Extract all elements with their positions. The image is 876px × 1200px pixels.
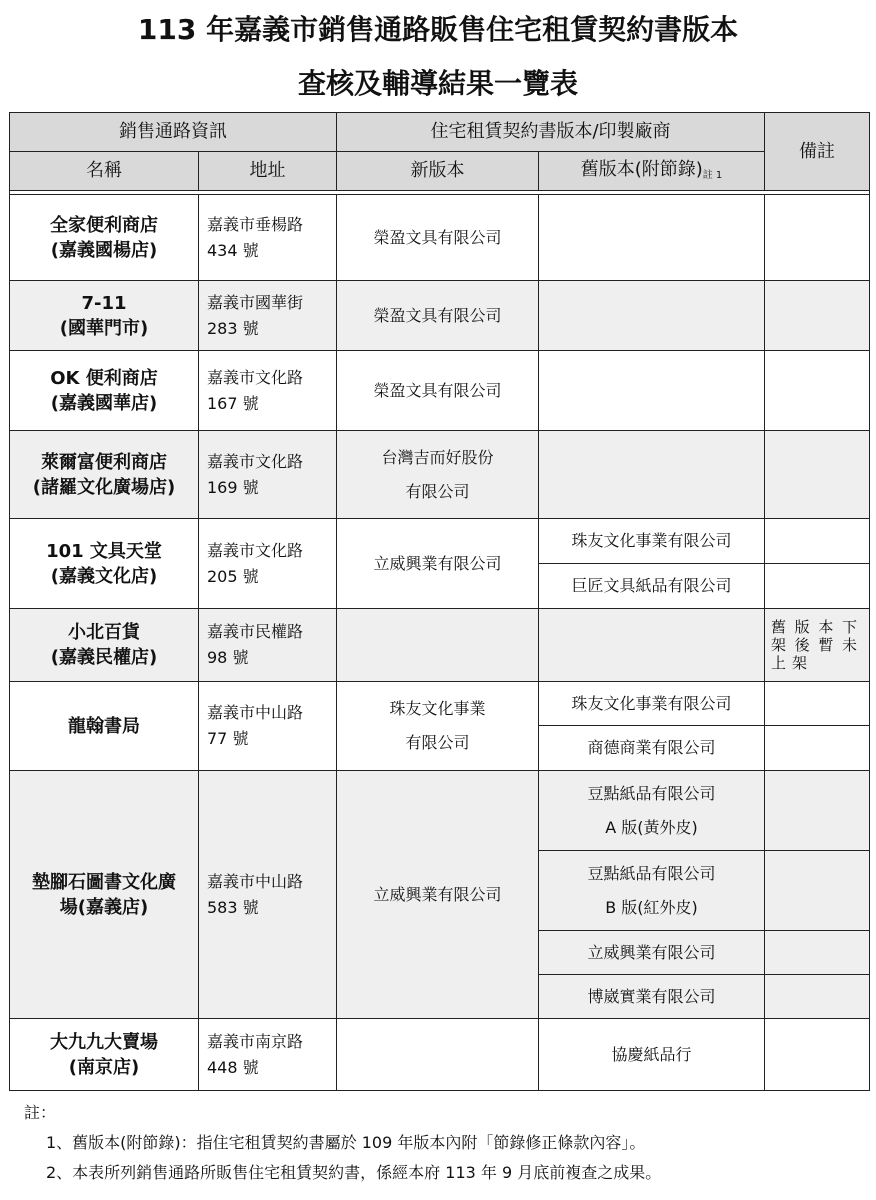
page-title-line-1: 113 年嘉義市銷售通路販售住宅租賃契約書版本 xyxy=(137,13,739,46)
table-row: OK 便利商店 (嘉義國華店) 嘉義市文化路 167 號 榮盈文具有限公司 xyxy=(10,351,870,431)
table-row: 7-11 (國華門市) 嘉義市國華街 283 號 榮盈文具有限公司 xyxy=(10,281,870,351)
header-name: 名稱 xyxy=(10,152,199,191)
header-remark: 備註 xyxy=(765,113,870,191)
inspection-results-table: 銷售通路資訊 住宅租賃契約書版本/印製廠商 備註 名稱 地址 新版本 舊版本(附節錄)註 1 全家便利商店 (嘉義國楊店) 嘉義市垂楊路 434 號 榮盈文具有限公司 7-11 (國華門市) 嘉義市國華街 283 號 榮盈文具有限公司 OK 便利商店 (嘉義國華店) 嘉義市文化路 167 號 榮盈文具有限公司 萊爾富便利商店 (諸羅文化廣場店) 嘉義市文化路 169 號 台灣吉而好股份 有限公司 101 文具天堂 (嘉義文化店) 嘉義市文化路 205 號 立威興業有限公司 珠友文化事業有限公司 巨匠文具紙品有限公司 小北百貨 (嘉義民權店) 嘉義市民權路 98 號 舊版本下架後暫未上架 龍翰書局 嘉義市中山路 77 號 珠友文化事業 有限公司 珠友文化事業有限公司 商德商業有限公司 墊腳石圖書文化廣 場(嘉義店) 嘉義市中山路 583 號 立威興業有限公司 豆點紙品有限公司 A 版(黃外皮) 豆點紙品有限公司 B 版(紅外皮) 立威興業有限公司 博崴實業有限公司 大九九大賣場 (南京店) 嘉義市南京路 448 號 協慶紙品行 xyxy=(9,112,870,1091)
table-row: 大九九大賣場 (南京店) 嘉義市南京路 448 號 協慶紙品行 xyxy=(10,1019,870,1091)
table-row: 萊爾富便利商店 (諸羅文化廣場店) 嘉義市文化路 169 號 台灣吉而好股份 有限公司 xyxy=(10,431,870,519)
footnotes-label: 註： xyxy=(24,1103,57,1122)
table-row: 小北百貨 (嘉義民權店) 嘉義市民權路 98 號 舊版本下架後暫未上架 xyxy=(10,609,870,682)
header-channel-info: 銷售通路資訊 xyxy=(10,113,337,152)
footnotes xyxy=(24,1098,661,1188)
header-contract-version: 住宅租賃契約書版本/印製廠商 xyxy=(337,113,765,152)
page-title-line-2: 查核及輔導結果一覽表 xyxy=(297,67,578,100)
footnote-2: 2、本表所列銷售通路所販售住宅租賃契約書，係經本府 113 年 9 月底前複查之成果。 xyxy=(46,1163,662,1182)
remark-text: 舊版本下架後暫未上架 xyxy=(765,609,870,682)
table-row: 墊腳石圖書文化廣 場(嘉義店) 嘉義市中山路 583 號 立威興業有限公司 豆點紙品有限公司 A 版(黃外皮) xyxy=(10,771,870,851)
header-new-version: 新版本 xyxy=(337,152,539,191)
header-old-version: 舊版本(附節錄)註 1 xyxy=(539,152,765,191)
table-row: 龍翰書局 嘉義市中山路 77 號 珠友文化事業 有限公司 珠友文化事業有限公司 xyxy=(10,682,870,726)
table-row: 101 文具天堂 (嘉義文化店) 嘉義市文化路 205 號 立威興業有限公司 珠友文化事業有限公司 xyxy=(10,519,870,564)
footnote-1: 1、舊版本(附節錄)：指住宅租賃契約書屬於 109 年版本內附「節錄修正條款內容」。 xyxy=(46,1133,646,1152)
footnote-marker: 註 1 xyxy=(702,169,723,181)
header-address: 地址 xyxy=(199,152,337,191)
table-row: 全家便利商店 (嘉義國楊店) 嘉義市垂楊路 434 號 榮盈文具有限公司 xyxy=(10,195,870,281)
